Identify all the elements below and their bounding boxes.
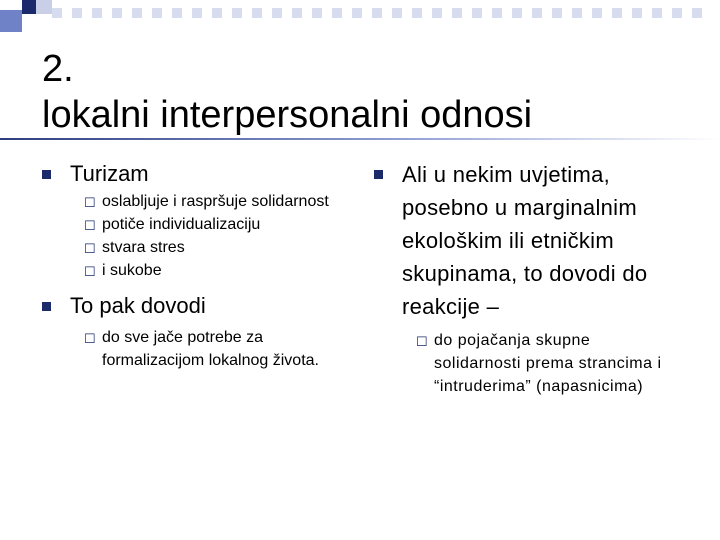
bullet-text: Ali u nekim uvjetima, posebno u marginalnim ekološkim ili etničkim skupinama, to dovodi do reakcije –	[402, 162, 648, 319]
decor-strip-cell	[572, 8, 582, 18]
decor-strip-cell	[462, 8, 472, 18]
sub-bullet-text: do pojačanja skupne solidarnosti prema strancima i “intruderima” (napasnicima)	[434, 332, 662, 395]
sub-bullet-item	[40, 326, 352, 372]
decor-square-navy	[22, 0, 36, 14]
decor-strip-cell	[122, 8, 132, 18]
decor-strip-cell	[172, 8, 182, 18]
decor-strip-cell	[262, 8, 272, 18]
decor-strip-cell	[412, 8, 422, 18]
decor-strip-cell	[662, 8, 672, 18]
title-underline	[0, 138, 720, 140]
decor-strip-cell	[162, 8, 172, 18]
hollow-square-bullet-icon: ☐	[84, 264, 96, 279]
decor-strip-cell	[302, 8, 312, 18]
decor-strip-cell	[202, 8, 212, 18]
decor-strip-cell	[432, 8, 442, 18]
decor-square-light	[36, 0, 52, 14]
decor-strip-cell	[702, 8, 712, 18]
decor-strip-cell	[552, 8, 562, 18]
right-column	[372, 158, 672, 398]
decor-strip-cell	[272, 8, 282, 18]
decor-strip-cell	[292, 8, 302, 18]
decor-strip-cell	[482, 8, 492, 18]
decor-strip-cell	[212, 8, 222, 18]
square-bullet-icon	[374, 170, 383, 179]
decor-strip-cell	[252, 8, 262, 18]
bullet-item-to-pak-dovodi	[40, 290, 340, 322]
decor-strip-cell	[452, 8, 462, 18]
bullet-item-turizam	[40, 158, 340, 190]
hollow-square-bullet-icon: ☐	[84, 218, 96, 233]
decor-strip-cell	[622, 8, 632, 18]
decor-strip-cell	[672, 8, 682, 18]
decor-strip-cell	[372, 8, 382, 18]
title-line-2: lokalni interpersonalni odnosi	[42, 94, 533, 136]
decor-strip-cell	[62, 8, 72, 18]
title-line-1: 2.	[42, 48, 74, 90]
decor-strip-cell	[502, 8, 512, 18]
sub-bullet-text: oslabljuje i raspršuje solidarnost	[102, 193, 329, 210]
square-bullet-icon	[42, 302, 51, 311]
decor-strip-cell	[132, 8, 142, 18]
decor-strip-cell	[492, 8, 502, 18]
decor-strip-cell	[612, 8, 622, 18]
decor-strip-cell	[182, 8, 192, 18]
sub-bullet-item	[40, 213, 340, 236]
decor-strip-cell	[522, 8, 532, 18]
bullet-text: To pak dovodi	[70, 293, 206, 318]
hollow-square-bullet-icon: ☐	[84, 195, 96, 210]
hollow-square-bullet-icon: ☐	[416, 334, 429, 349]
decor-strip-cell	[222, 8, 232, 18]
bullet-text: Turizam	[70, 161, 149, 186]
decor-strip-cell	[352, 8, 362, 18]
decor-strip-cell	[542, 8, 552, 18]
slide-title	[42, 46, 532, 138]
sub-bullet-text: stvara stres	[102, 239, 185, 256]
bullet-item-ali-u-nekim	[372, 158, 672, 323]
decor-strip-cell	[72, 8, 82, 18]
decor-strip-cell	[422, 8, 432, 18]
sub-bullet-item	[40, 236, 340, 259]
decor-strip-cell	[562, 8, 572, 18]
decor-strip-cell	[332, 8, 342, 18]
decor-strip-cell	[382, 8, 392, 18]
decor-strip-cell	[602, 8, 612, 18]
decor-strip-cell	[652, 8, 662, 18]
decor-strip-cell	[632, 8, 642, 18]
decor-strip-cell	[532, 8, 542, 18]
decor-strip-cell	[692, 8, 702, 18]
decor-checkered-strip	[52, 8, 720, 18]
decor-strip-cell	[472, 8, 482, 18]
sub-bullet-item	[40, 190, 340, 213]
decor-strip-cell	[402, 8, 412, 18]
decor-square-blue	[0, 10, 22, 32]
decor-strip-cell	[52, 8, 62, 18]
decor-strip-cell	[362, 8, 372, 18]
decor-strip-cell	[192, 8, 202, 18]
decor-strip-cell	[82, 8, 92, 18]
decor-strip-cell	[142, 8, 152, 18]
decor-strip-cell	[112, 8, 122, 18]
decor-strip-cell	[642, 8, 652, 18]
sub-bullet-item	[372, 329, 664, 398]
decor-strip-cell	[392, 8, 402, 18]
decor-strip-cell	[102, 8, 112, 18]
left-column	[40, 158, 340, 372]
hollow-square-bullet-icon: ☐	[84, 241, 96, 256]
square-bullet-icon	[42, 170, 51, 179]
decor-strip-cell	[312, 8, 322, 18]
sub-bullet-text: i sukobe	[102, 262, 162, 279]
decor-strip-cell	[92, 8, 102, 18]
sub-bullet-text: potiče individualizaciju	[102, 216, 261, 233]
decor-strip-cell	[442, 8, 452, 18]
decor-strip-cell	[512, 8, 522, 18]
decor-strip-cell	[342, 8, 352, 18]
decor-strip-cell	[322, 8, 332, 18]
decor-strip-cell	[152, 8, 162, 18]
sub-bullet-item	[40, 259, 340, 282]
decor-strip-cell	[592, 8, 602, 18]
sub-bullet-text: do sve jače potrebe za formalizacijom lokalnog života.	[102, 329, 319, 369]
decor-strip-cell	[582, 8, 592, 18]
decor-strip-cell	[682, 8, 692, 18]
decor-strip-cell	[232, 8, 242, 18]
decor-strip-cell	[242, 8, 252, 18]
hollow-square-bullet-icon: ☐	[84, 331, 96, 346]
decor-strip-cell	[282, 8, 292, 18]
